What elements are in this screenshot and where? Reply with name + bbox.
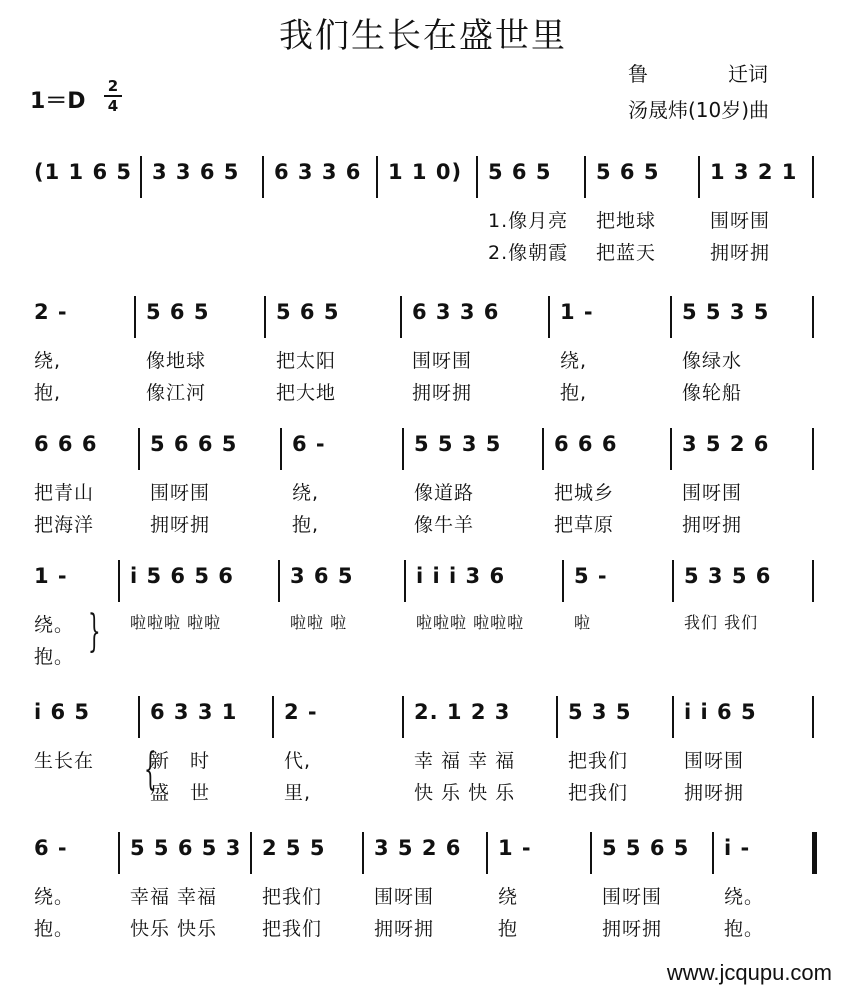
lyricist-credit: 鲁 迁词 (628, 62, 768, 86)
lyric-verse-1: 幸福 幸福 (130, 886, 218, 908)
measure-notes: 5 - (574, 564, 608, 588)
measure-notes: 2 - (34, 300, 68, 324)
lyric-verse-2: 把草原 (554, 514, 615, 536)
measure-notes: 6 6 6 (554, 432, 618, 456)
lyric-verse-1: 绕。 (724, 886, 765, 908)
lyric-verse-1: 围呀围 (684, 750, 745, 772)
bar-line (590, 832, 592, 874)
lyric-verse-2: 拥呀拥 (150, 514, 211, 536)
bar-line (118, 832, 120, 874)
measure-notes: 5 6 5 (146, 300, 210, 324)
lyric-verse-1: 绕, (560, 350, 588, 372)
measure-notes: i 6 5 (34, 700, 91, 724)
measure-notes: 1 - (498, 836, 532, 860)
lyric-verse-2: 拥呀拥 (684, 782, 745, 804)
time-signature-bottom: 4 (107, 97, 119, 115)
lyric-verse-1: 围呀围 (682, 482, 743, 504)
lyric-verse-1: 啦 (574, 613, 592, 632)
bar-line (362, 832, 364, 874)
bar-line (138, 428, 140, 470)
lyric-verse-1: 围呀围 (150, 482, 211, 504)
lyric-verse-1: 我们 我们 (684, 613, 759, 632)
measure-notes: 5 6 6 5 (150, 432, 238, 456)
bar-line (280, 428, 282, 470)
lyric-verse-2: 抱, (292, 514, 320, 536)
lyric-verse-2: 抱。 (34, 646, 75, 668)
measure-notes: 5 6 5 (488, 160, 552, 184)
measure-notes: 5 3 5 6 (684, 564, 772, 588)
measure-notes: i i i 3 6 (416, 564, 506, 588)
measure-notes: (1 1 6 5 (34, 160, 132, 184)
time-signature-top: 2 (107, 77, 119, 95)
lyric-verse-2: 抱, (560, 382, 588, 404)
lyric-verse-2: 像江河 (146, 382, 207, 404)
lyric-verse-1: 幸 福 幸 福 (414, 750, 516, 772)
lyric-verse-2: 把蓝天 (596, 242, 657, 264)
lyric-verse-2: 抱, (34, 382, 62, 404)
measure-notes: 3 6 5 (290, 564, 354, 588)
lyric-verse-2: 里, (284, 782, 312, 804)
measure-notes: 2. 1 2 3 (414, 700, 511, 724)
lyric-verse-2: 像牛羊 (414, 514, 475, 536)
lyric-verse-2: 抱 (498, 918, 519, 940)
measure-notes: i 5 6 5 6 (130, 564, 234, 588)
measure-notes: 1 - (34, 564, 68, 588)
bar-line (812, 156, 814, 198)
lyric-verse-1: 把青山 (34, 482, 95, 504)
bar-line (250, 832, 252, 874)
measure-notes: 6 6 6 (34, 432, 98, 456)
bar-line (404, 560, 406, 602)
measure-notes: 6 3 3 6 (274, 160, 362, 184)
measure-notes: 6 - (34, 836, 68, 860)
composer-credit: 汤晟炜(10岁)曲 (628, 98, 770, 122)
measure-notes: 3 3 6 5 (152, 160, 240, 184)
lyric-verse-2: 把大地 (276, 382, 337, 404)
bar-line (118, 560, 120, 602)
lyric-verse-1: 把我们 (262, 886, 323, 908)
lyric-verse-1: 绕 (498, 886, 519, 908)
website-watermark: www.jcqupu.com (666, 960, 832, 985)
bar-line (712, 832, 714, 874)
key-signature: 1＝D (30, 89, 86, 114)
measure-notes: 2 5 5 (262, 836, 326, 860)
lyric-verse-2: 拥呀拥 (710, 242, 771, 264)
bar-line (262, 156, 264, 198)
bar-line (584, 156, 586, 198)
song-title: 我们生长在盛世里 (279, 16, 567, 56)
bar-line (812, 832, 817, 874)
lyric-brace: } (88, 606, 101, 657)
bar-line (556, 696, 558, 738)
bar-line (486, 832, 488, 874)
lyric-verse-1: 把地球 (596, 210, 657, 232)
bar-line (672, 696, 674, 738)
lyric-verse-2: 盛 世 (150, 782, 211, 804)
lyric-verse-1: 代, (284, 750, 312, 772)
bar-line (548, 296, 550, 338)
lyric-verse-2: 像轮船 (682, 382, 743, 404)
lyric-verse-2: 抱。 (724, 918, 765, 940)
bar-line (134, 296, 136, 338)
bar-line (542, 428, 544, 470)
measure-notes: 5 5 6 5 3 (130, 836, 242, 860)
lyric-verse-2: 2.像朝霞 (488, 242, 569, 264)
lyric-verse-1: 像道路 (414, 482, 475, 504)
bar-line (278, 560, 280, 602)
bar-line (376, 156, 378, 198)
lyric-verse-1: 生长在 (34, 750, 95, 772)
lyric-verse-1: 绕, (34, 350, 62, 372)
lyric-verse-1: 绕, (292, 482, 320, 504)
lyric-verse-2: 把海洋 (34, 514, 95, 536)
lyric-verse-1: 绕。 (34, 614, 75, 636)
lyric-verse-1: 围呀围 (602, 886, 663, 908)
measure-notes: 6 3 3 6 (412, 300, 500, 324)
lyric-verse-2: 拥呀拥 (374, 918, 435, 940)
bar-line (264, 296, 266, 338)
bar-line (476, 156, 478, 198)
measure-notes: 5 5 3 5 (682, 300, 770, 324)
measure-notes: 5 6 5 (596, 160, 660, 184)
lyric-verse-2: 拥呀拥 (682, 514, 743, 536)
lyric-verse-1: 像地球 (146, 350, 207, 372)
lyric-verse-1: 把太阳 (276, 350, 337, 372)
measure-notes: 6 - (292, 432, 326, 456)
measure-notes: 6 3 3 1 (150, 700, 238, 724)
measure-notes: 3 5 2 6 (682, 432, 770, 456)
measure-notes: 2 - (284, 700, 318, 724)
bar-line (812, 428, 814, 470)
bar-line (140, 156, 142, 198)
lyric-verse-1: 啦啦啦 啦啦啦 (416, 613, 525, 632)
lyric-verse-2: 把我们 (568, 782, 629, 804)
lyric-verse-1: 啦啦啦 啦啦 (130, 613, 222, 632)
bar-line (698, 156, 700, 198)
bar-line (812, 696, 814, 738)
bar-line (400, 296, 402, 338)
measure-notes: 1 - (560, 300, 594, 324)
lyric-verse-1: 1.像月亮 (488, 210, 569, 232)
measure-notes: 5 3 5 (568, 700, 632, 724)
lyric-verse-1: 绕。 (34, 886, 75, 908)
lyric-verse-1: 把城乡 (554, 482, 615, 504)
bar-line (672, 560, 674, 602)
bar-line (812, 296, 814, 338)
measure-notes: i i 6 5 (684, 700, 757, 724)
lyric-verse-1: 围呀围 (710, 210, 771, 232)
measure-notes: 3 5 2 6 (374, 836, 462, 860)
bar-line (402, 428, 404, 470)
bar-line (670, 296, 672, 338)
lyric-verse-1: 像绿水 (682, 350, 743, 372)
lyric-verse-2: 拥呀拥 (412, 382, 473, 404)
lyric-verse-1: 围呀围 (374, 886, 435, 908)
lyric-brace: { (144, 744, 157, 795)
lyric-verse-1: 围呀围 (412, 350, 473, 372)
bar-line (402, 696, 404, 738)
measure-notes: 1 3 2 1 (710, 160, 798, 184)
lyric-verse-2: 拥呀拥 (602, 918, 663, 940)
lyric-verse-2: 快 乐 快 乐 (414, 782, 516, 804)
lyric-verse-2: 把我们 (262, 918, 323, 940)
measure-notes: 5 5 6 5 (602, 836, 690, 860)
lyric-verse-1: 啦啦 啦 (290, 613, 348, 632)
bar-line (812, 560, 814, 602)
measure-notes: 5 6 5 (276, 300, 340, 324)
measure-notes: 1 1 0) (388, 160, 463, 184)
bar-line (562, 560, 564, 602)
time-signature (104, 78, 122, 114)
lyric-verse-1: 新 时 (150, 750, 211, 772)
bar-line (670, 428, 672, 470)
lyric-verse-1: 把我们 (568, 750, 629, 772)
lyric-verse-2: 抱。 (34, 918, 75, 940)
bar-line (138, 696, 140, 738)
measure-notes: i - (724, 836, 751, 860)
lyric-verse-2: 快乐 快乐 (130, 918, 218, 940)
measure-notes: 5 5 3 5 (414, 432, 502, 456)
bar-line (272, 696, 274, 738)
